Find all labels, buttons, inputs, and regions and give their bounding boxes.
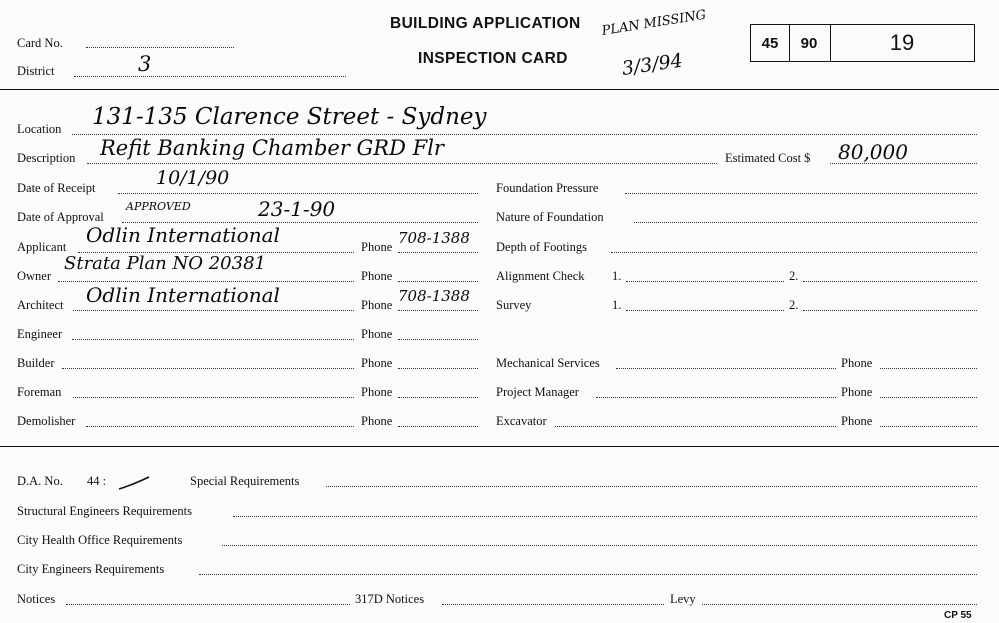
project-manager-phone-label: Phone — [841, 385, 873, 399]
alignment-check-2-label: 2. — [789, 269, 799, 283]
foundation-pressure-field[interactable] — [625, 193, 977, 194]
project-manager-label: Project Manager — [496, 385, 579, 399]
foreman-phone-field[interactable] — [398, 397, 478, 398]
builder-phone-label: Phone — [361, 356, 393, 370]
date-approval-value: 23-1-90 — [258, 197, 336, 221]
notices-field[interactable] — [66, 604, 350, 605]
date-receipt-label: Date of Receipt — [17, 181, 96, 195]
nature-foundation-label: Nature of Foundation — [496, 210, 604, 224]
date-receipt-field[interactable] — [118, 193, 478, 194]
owner-phone-field[interactable] — [398, 281, 478, 282]
foreman-phone-label: Phone — [361, 385, 393, 399]
da-no-value: 44 : — [87, 474, 107, 488]
mechanical-services-field[interactable] — [616, 368, 836, 369]
date-receipt-value: 10/1/90 — [156, 167, 230, 189]
da-no-label: D.A. No. — [17, 474, 63, 488]
survey-2-field[interactable] — [803, 310, 977, 311]
excavator-field[interactable] — [555, 426, 836, 427]
special-requirements-label: Special Requirements — [190, 474, 300, 488]
notices-label: Notices — [17, 592, 56, 606]
builder-phone-field[interactable] — [398, 368, 478, 369]
owner-label: Owner — [17, 269, 52, 283]
engineer-phone-field[interactable] — [398, 339, 478, 340]
excavator-label: Excavator — [496, 414, 547, 428]
survey-2-label: 2. — [789, 298, 799, 312]
architect-field[interactable] — [73, 310, 354, 311]
title-line1: BUILDING APPLICATION — [390, 15, 581, 32]
depth-footings-label: Depth of Footings — [496, 240, 587, 254]
demolisher-label: Demolisher — [17, 414, 76, 428]
code-box-45: 45 — [750, 24, 790, 62]
demolisher-phone-label: Phone — [361, 414, 393, 428]
plan-missing-note: PLAN MISSING — [600, 7, 708, 39]
estimated-cost-value: 80,000 — [838, 140, 908, 164]
survey-label: Survey — [496, 298, 532, 312]
levy-field[interactable] — [702, 604, 977, 605]
applicant-phone-label: Phone — [361, 240, 393, 254]
structural-requirements-field[interactable] — [233, 516, 977, 517]
description-field[interactable] — [87, 163, 717, 164]
date-approval-label: Date of Approval — [17, 210, 104, 224]
mid-divider — [0, 446, 999, 447]
builder-field[interactable] — [62, 368, 354, 369]
code-box-90: 90 — [788, 24, 831, 62]
architect-phone-field[interactable] — [398, 310, 478, 311]
special-requirements-field[interactable] — [326, 486, 977, 487]
project-manager-field[interactable] — [596, 397, 836, 398]
tick-mark-icon — [116, 474, 152, 494]
architect-phone-value: 708-1388 — [398, 287, 470, 305]
demolisher-phone-field[interactable] — [398, 426, 478, 427]
card-no-label: Card No. — [17, 36, 63, 50]
applicant-value: Odlin International — [86, 223, 280, 247]
notices-317d-field[interactable] — [442, 604, 664, 605]
estimated-cost-label: Estimated Cost $ — [725, 151, 811, 165]
foreman-field[interactable] — [73, 397, 354, 398]
engineer-phone-label: Phone — [361, 327, 393, 341]
alignment-check-1-field[interactable] — [626, 281, 784, 282]
depth-footings-field[interactable] — [611, 252, 977, 253]
district-label: District — [17, 64, 55, 78]
owner-field[interactable] — [58, 281, 354, 282]
description-label: Description — [17, 151, 76, 165]
engineer-label: Engineer — [17, 327, 63, 341]
architect-phone-label: Phone — [361, 298, 393, 312]
owner-phone-label: Phone — [361, 269, 393, 283]
health-requirements-label: City Health Office Requirements — [17, 533, 183, 547]
location-field[interactable] — [72, 134, 977, 135]
architect-label: Architect — [17, 298, 64, 312]
demolisher-field[interactable] — [86, 426, 354, 427]
location-label: Location — [17, 122, 62, 136]
district-value: 3 — [138, 52, 152, 76]
mechanical-phone-label: Phone — [841, 356, 873, 370]
survey-1-field[interactable] — [626, 310, 784, 311]
alignment-check-label: Alignment Check — [496, 269, 585, 283]
applicant-phone-field[interactable] — [398, 252, 478, 253]
applicant-phone-value: 708-1388 — [398, 229, 470, 247]
form-code: CP 55 — [944, 610, 972, 621]
project-manager-phone-field[interactable] — [880, 397, 977, 398]
architect-value: Odlin International — [86, 283, 280, 307]
alignment-check-2-field[interactable] — [803, 281, 977, 282]
title-line2: INSPECTION CARD — [418, 50, 568, 67]
levy-label: Levy — [670, 592, 696, 606]
owner-value: Strata Plan NO 20381 — [64, 253, 266, 274]
engineers-requirements-label: City Engineers Requirements — [17, 562, 165, 576]
nature-foundation-field[interactable] — [634, 222, 977, 223]
builder-label: Builder — [17, 356, 55, 370]
notices-317d-label: 317D Notices — [355, 592, 425, 606]
survey-1-label: 1. — [612, 298, 622, 312]
description-value: Refit Banking Chamber GRD Flr — [100, 136, 444, 160]
district-field[interactable] — [74, 76, 346, 77]
structural-requirements-label: Structural Engineers Requirements — [17, 504, 192, 518]
alignment-check-1-label: 1. — [612, 269, 622, 283]
health-requirements-field[interactable] — [222, 545, 977, 546]
card-no-field[interactable] — [86, 47, 234, 48]
engineers-requirements-field[interactable] — [199, 574, 977, 575]
approved-stamp: APPROVED — [126, 200, 191, 213]
location-value: 131-135 Clarence Street - Sydney — [92, 104, 487, 130]
card-number-box: 19 — [830, 24, 975, 62]
header-divider — [0, 89, 999, 90]
mechanical-phone-field[interactable] — [880, 368, 977, 369]
excavator-phone-field[interactable] — [880, 426, 977, 427]
mechanical-services-label: Mechanical Services — [496, 356, 600, 370]
engineer-field[interactable] — [72, 339, 354, 340]
foundation-pressure-label: Foundation Pressure — [496, 181, 599, 195]
plan-missing-date: 3/3/94 — [620, 49, 685, 80]
applicant-label: Applicant — [17, 240, 67, 254]
foreman-label: Foreman — [17, 385, 62, 399]
excavator-phone-label: Phone — [841, 414, 873, 428]
